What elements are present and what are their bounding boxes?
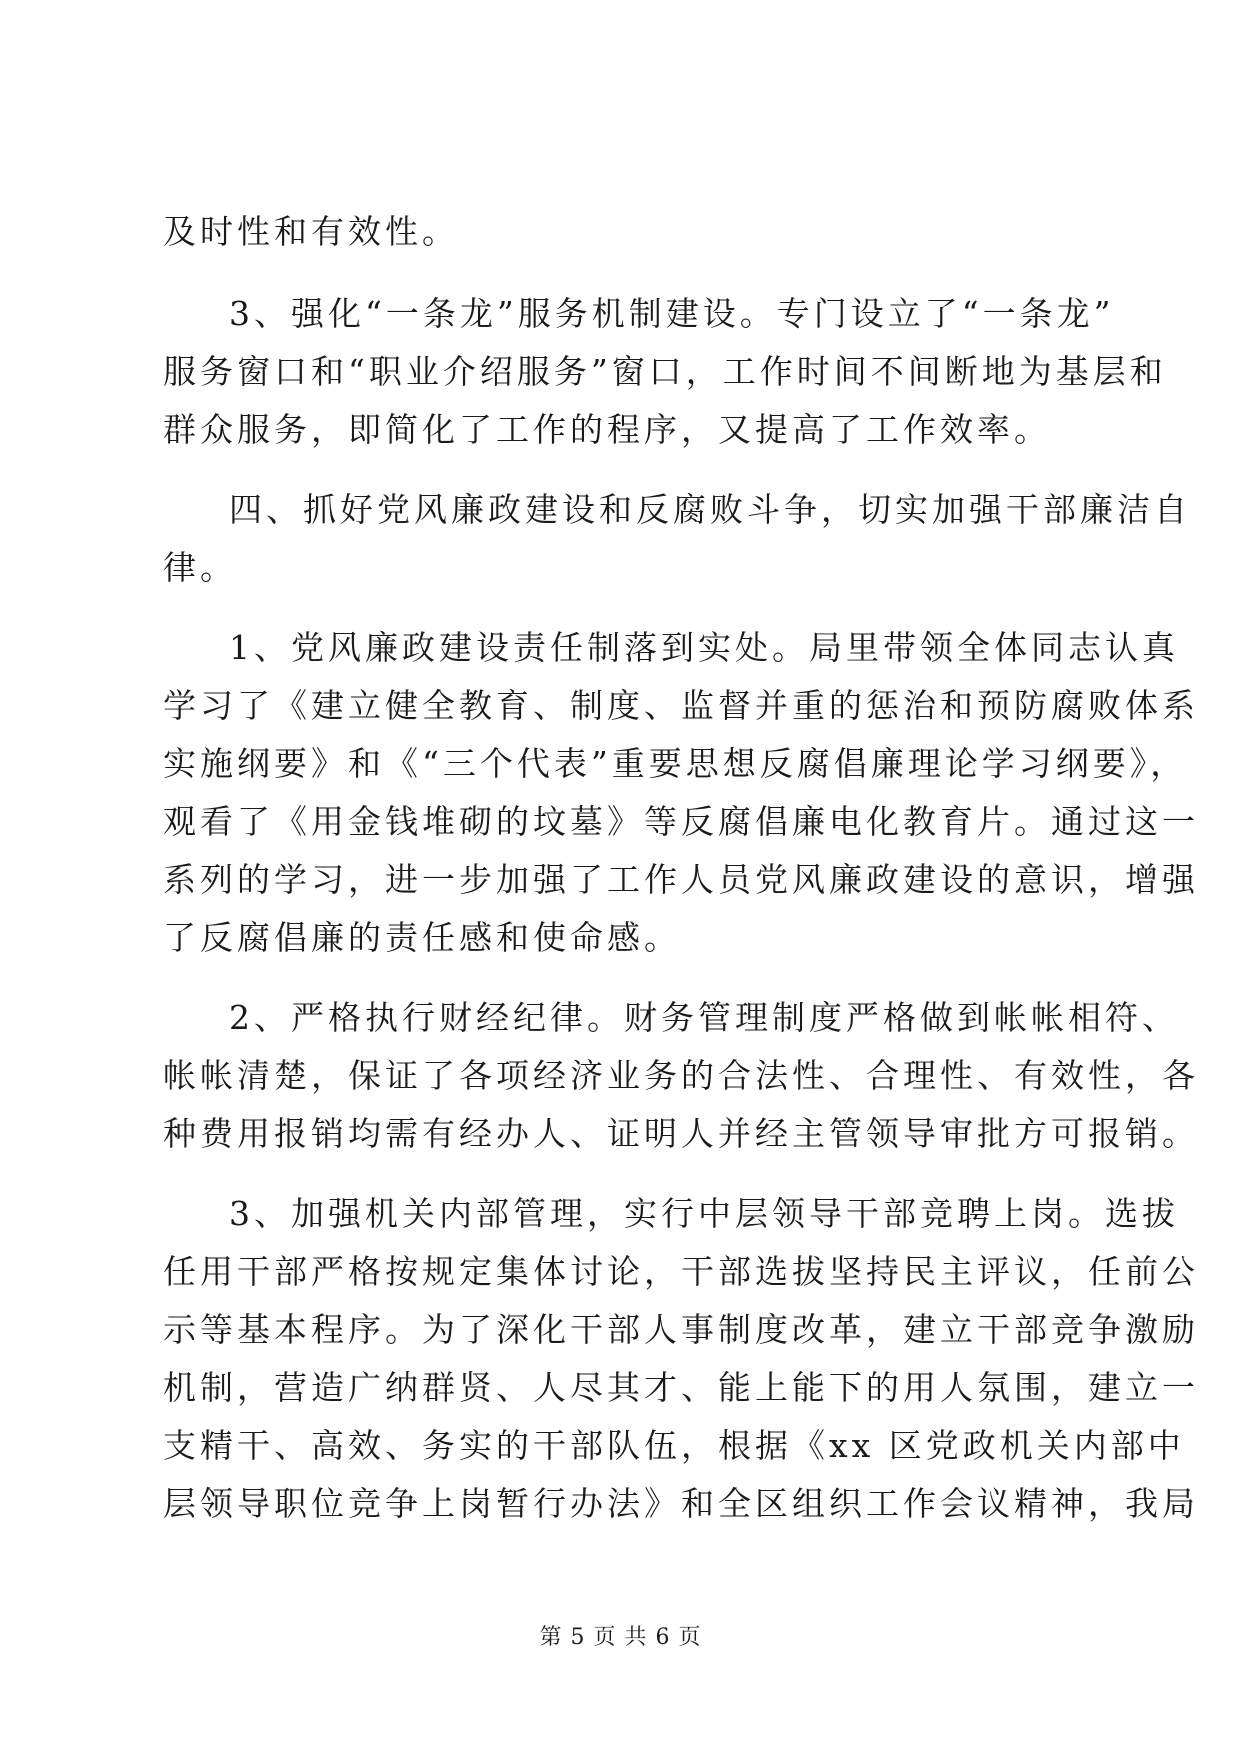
text-line: 四、抓好党风廉政建设和反腐败斗争，切实加强干部廉洁自 xyxy=(229,490,1191,529)
text-line: 示等基本程序。为了深化干部人事制度改革，建立干部竞争激励 xyxy=(163,1310,1199,1349)
text-line: 支精干、高效、务实的干部队伍，根据《xx 区党政机关内部中 xyxy=(163,1426,1185,1465)
text-line: 群众服务，即简化了工作的程序，又提高了工作效率。 xyxy=(163,410,1051,449)
text-line: 律。 xyxy=(163,548,237,587)
text-line: 服务窗口和“职业介绍服务”窗口，工作时间不间断地为基层和 xyxy=(163,352,1167,391)
text-line: 机制，营造广纳群贤、人尽其才、能上能下的用人氛围，建立一 xyxy=(163,1368,1199,1407)
text-line: 了反腐倡廉的责任感和使命感。 xyxy=(163,918,681,957)
text-line: 系列的学习，进一步加强了工作人员党风廉政建设的意识，增强 xyxy=(163,860,1199,899)
text-line: 层领导职位竞争上岗暂行办法》和全区组织工作会议精神，我局 xyxy=(163,1484,1199,1523)
text-line: 观看了《用金钱堆砌的坟墓》等反腐倡廉电化教育片。通过这一 xyxy=(163,802,1199,841)
text-line: 帐帐清楚，保证了各项经济业务的合法性、合理性、有效性，各 xyxy=(163,1056,1199,1095)
text-line: 及时性和有效性。 xyxy=(163,212,459,251)
text-line: 任用干部严格按规定集体讨论，干部选拔坚持民主评议，任前公 xyxy=(163,1252,1199,1291)
text-line: 种费用报销均需有经办人、证明人并经主管领导审批方可报销。 xyxy=(163,1114,1199,1153)
text-line: 2、严格执行财经纪律。财务管理制度严格做到帐帐相符、 xyxy=(229,998,1179,1037)
page-number-footer: 第 5 页 共 6 页 xyxy=(539,1625,702,1650)
text-line: 学习了《建立健全教育、制度、监督并重的惩治和预防腐败体系 xyxy=(163,686,1199,725)
text-line: 3、强化“一条龙”服务机制建设。专门设立了“一条龙” xyxy=(229,294,1115,333)
text-line: 实施纲要》和《“三个代表”重要思想反腐倡廉理论学习纲要》， xyxy=(163,744,1188,783)
text-line: 3、加强机关内部管理，实行中层领导干部竞聘上岗。选拔 xyxy=(229,1194,1179,1233)
text-line: 1、党风廉政建设责任制落到实处。局里带领全体同志认真 xyxy=(229,628,1179,667)
